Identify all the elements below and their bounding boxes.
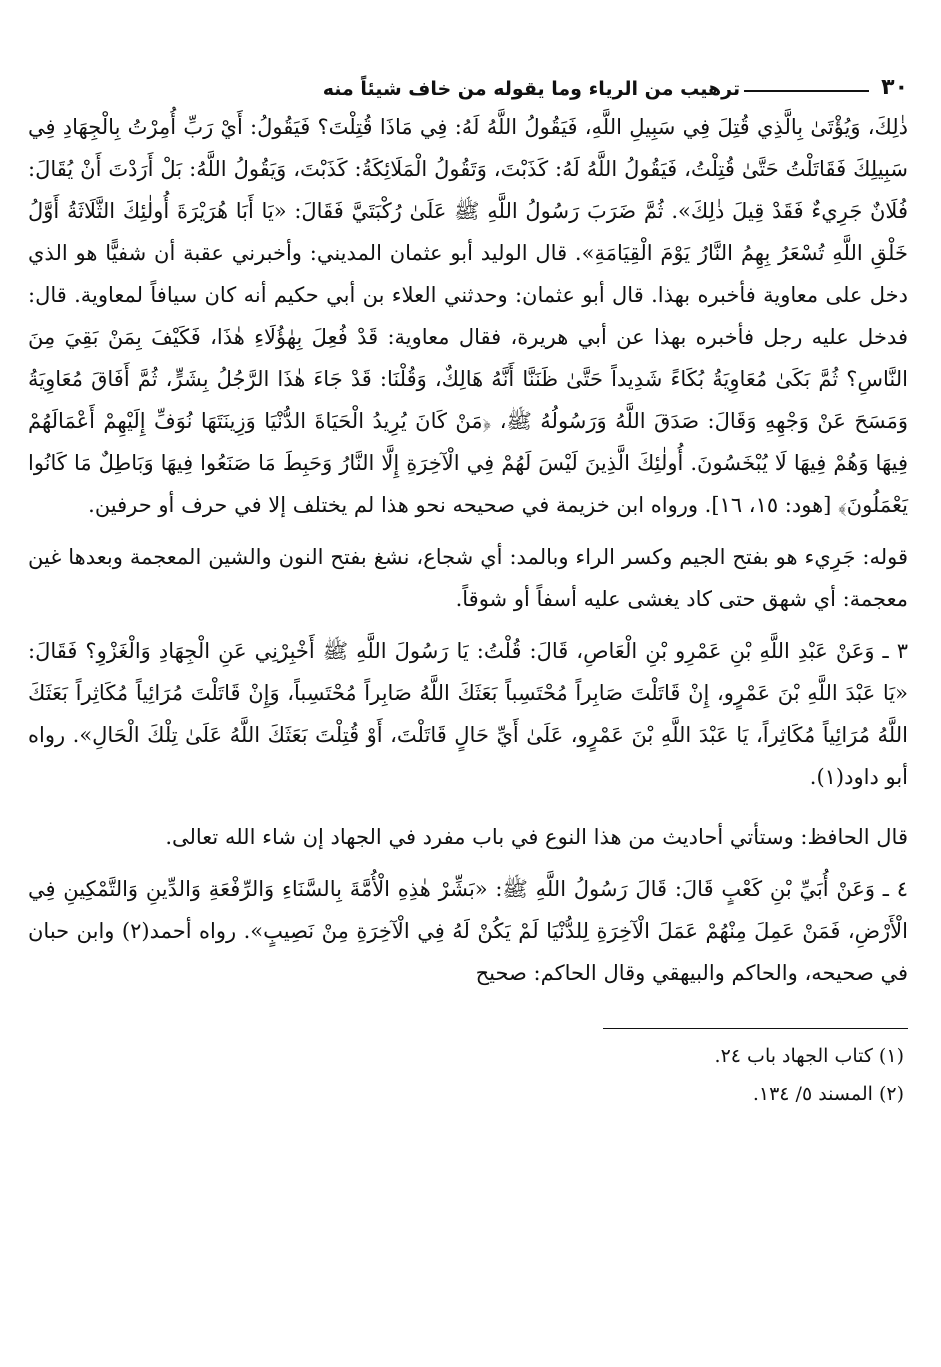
page-number: ٣٠ (881, 75, 908, 100)
footnotes (28, 1037, 908, 1113)
paragraph-hadith-3: ٣ ـ وَعَنْ عَبْدِ اللَّهِ بْنِ عَمْرِو بْنِ الْعَاصِ، قَالَ: قُلْتُ: يَا رَسُولَ اللَّهِ ﷺ أَخْبِرْنِي عَنِ الْجِهَادِ وَالْغَزْوِ؟ فَقَالَ: «يَا عَبْدَ اللَّهِ بْنَ عَمْرٍو، إِنْ قَاتَلْتَ صَابِراً مُحْتَسِباً بَعَثَكَ اللَّهُ صَابِراً مُحْتَسِباً، وَإِنْ قَاتَلْتَ مُرَائِياً مُكَاثِراً بَعَثَكَ اللَّهُ مُرَائِياً مُكَاثِراً، يَا عَبْدَ اللَّهِ بْنَ عَمْرٍو، عَلَىٰ أَيِّ حَالٍ قَاتَلْتَ، أَوْ قُتِلْتَ بَعَثَكَ اللَّهُ عَلَىٰ تِلْكَ الْحَالِ». رواه أبو داود(١). (28, 639, 908, 789)
paragraph-explanation: قوله: جَرِيء هو بفتح الجيم وكسر الراء وبالمد: أي شجاع، نشغ بفتح النون والشين المعجمة وبعدها غين معجمة: أي شهق حتى كاد يغشى عليه أسفاً أو شوقاً. (28, 545, 908, 611)
footnote-2: (٢) المسند ٥/ ١٣٤. (752, 1083, 904, 1105)
book-page (28, 62, 908, 1113)
header-rule (744, 90, 869, 92)
running-header (28, 62, 908, 100)
paragraph-hadith-4: ٤ ـ وَعَنْ أُبَيِّ بْنِ كَعْبٍ قَالَ: قَالَ رَسُولُ اللَّهِ ﷺ: «بَشِّرْ هٰذِهِ الْأُمَّةَ بِالسَّنَاءِ وَالرِّفْعَةِ وَالدِّينِ وَالتَّمْكِينِ فِي الْأَرْضِ، فَمَنْ عَمِلَ مِنْهُمْ عَمَلَ الْآخِرَةِ لِلدُّنْيَا لَمْ يَكُنْ لَهُ فِي الْآخِرَةِ مِنْ نَصِيبٍ». رواه أحمد(٢) وابن حبان في صحيحه، والحاكم والبيهقي وقال الحاكم: صحيح (28, 877, 908, 985)
main-text (28, 106, 908, 994)
footnote-divider (603, 1028, 908, 1029)
paragraph-hafiz-note: قال الحافظ: وستأتي أحاديث من هذا النوع في باب مفرد في الجهاد إن شاء الله تعالى. (165, 825, 908, 849)
paragraph-hadith-2-continued: ذٰلِكَ، وَيُؤْتَىٰ بِالَّذِي قُتِلَ فِي سَبِيلِ اللَّهِ، فَيَقُولُ اللَّهُ لَهُ: فِي مَاذَا قُتِلْتَ؟ فَيَقُولُ: أَيْ رَبِّ أُمِرْتُ بِالْجِهَادِ فِي سَبِيلِكَ فَقَاتَلْتُ حَتَّىٰ قُتِلْتُ، فَيَقُولُ اللَّهُ لَهُ: كَذَبْتَ، وَتَقُولُ الْمَلَائِكَةُ: كَذَبْتَ، وَيَقُولُ اللَّهُ: بَلْ أَرَدْتَ أَنْ يُقَالَ: فُلَانٌ جَرِيءٌ فَقَدْ قِيلَ ذٰلِكَ». ثُمَّ ضَرَبَ رَسُولُ اللَّهِ ﷺ عَلَىٰ رُكْبَتَيَّ فَقَالَ: «يَا أَبَا هُرَيْرَةَ أُولٰئِكَ الثَّلَاثَةُ أَوَّلُ خَلْقِ اللَّهِ تُسْعَرُ بِهِمُ النَّارُ يَوْمَ الْقِيَامَةِ». قال الوليد أبو عثمان المديني: وأخبرني عقبة أن شفيًّا هو الذي دخل على معاوية فأخبره بهذا. قال أبو عثمان: وحدثني العلاء بن أبي حكيم أنه كان سيافاً لمعاوية. قال: فدخل عليه رجل فأخبره بهذا عن أبي هريرة، فقال معاوية: قَدْ فُعِلَ بِهٰؤُلَاءِ هٰذَا، فَكَيْفَ بِمَنْ بَقِيَ مِنَ النَّاسِ؟ ثُمَّ بَكَىٰ مُعَاوِيَةُ بُكَاءً شَدِيداً حَتَّىٰ ظَنَنَّا أَنَّهُ هَالِكٌ، وَقُلْنَا: قَدْ جَاءَ هٰذَا الرَّجُلُ بِشَرٍّ، ثُمَّ أَفَاقَ مُعَاوِيَةُ وَمَسَحَ عَنْ وَجْهِهِ وَقَالَ: صَدَقَ اللَّهُ وَرَسُولُهُ ﷺ، ﴿مَنْ كَانَ يُرِيدُ الْحَيَاةَ الدُّنْيَا وَزِينَتَهَا نُوَفِّ إِلَيْهِمْ أَعْمَالَهُمْ فِيهَا وَهُمْ فِيهَا لَا يُبْخَسُونَ. أُولٰئِكَ الَّذِينَ لَيْسَ لَهُمْ فِي الْآخِرَةِ إِلَّا النَّارُ وَحَبِطَ مَا صَنَعُوا فِيهَا وَبَاطِلٌ مَا كَانُوا يَعْمَلُونَ﴾ [هود: ١٥، ١٦]. ورواه ابن خزيمة في صحيحه نحو هذا لم يختلف إلا في حرف أو حرفين. (28, 115, 908, 517)
footnote-1: (١) كتاب الجهاد باب ٢٤. (714, 1045, 904, 1067)
chapter-title: ترهيب من الرياء وما يقوله من خاف شيئاً منه (322, 78, 741, 100)
